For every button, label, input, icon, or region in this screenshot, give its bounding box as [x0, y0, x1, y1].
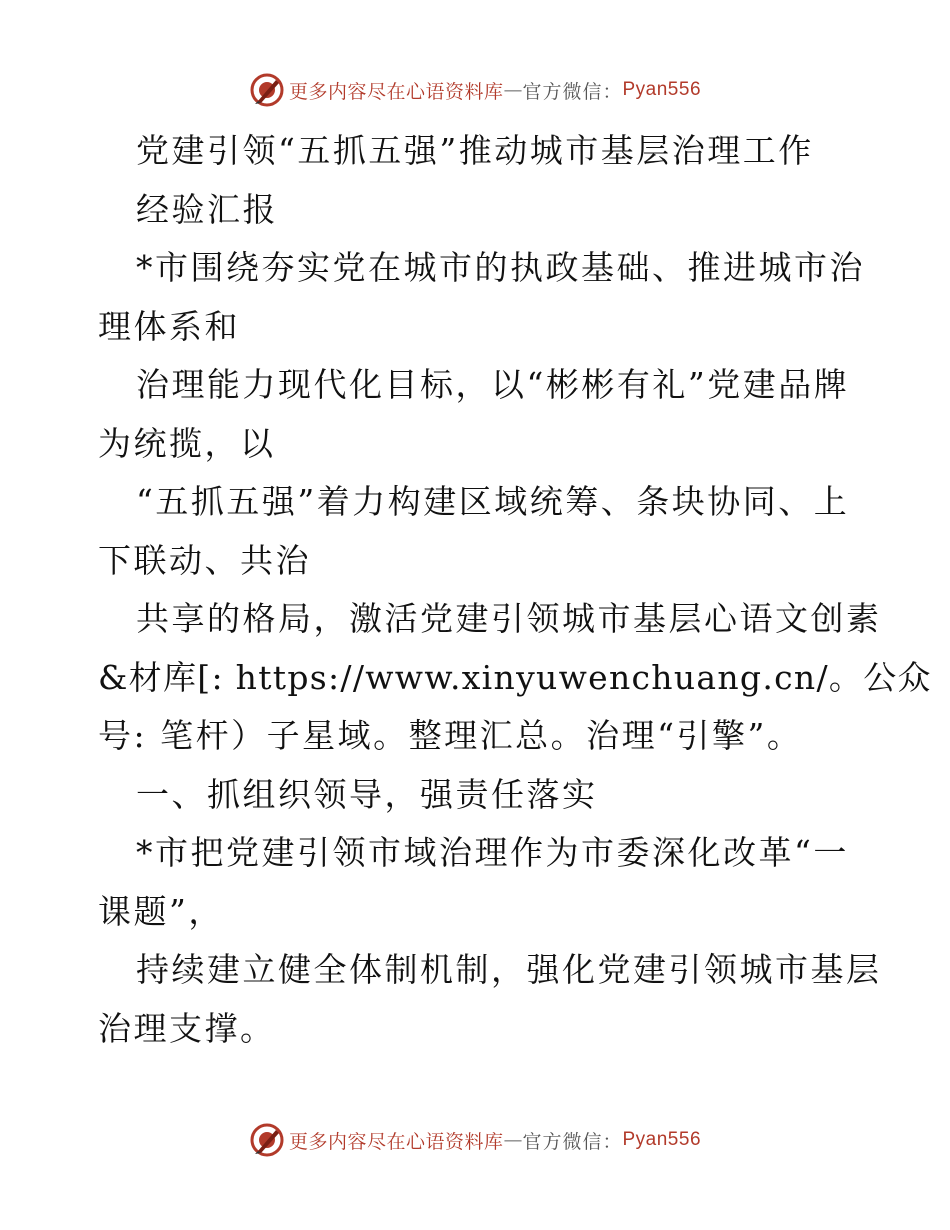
watermark-wechat-id: Pyan556: [622, 1129, 702, 1150]
paragraph-line: 理体系和: [98, 306, 240, 346]
watermark-wechat-id: Pyan556: [622, 79, 702, 100]
paragraph-line-url: &材库[: https://www.xinyuwenchuang.cn/。公众: [98, 657, 932, 697]
watermark-footer: [0, 1120, 950, 1160]
paragraph-line: “五抓五强”着力构建区域统筹、条块协同、上: [136, 482, 850, 521]
pen-circle-logo-icon: [249, 72, 285, 108]
watermark-promo-text: 更多内容尽在心语资料库: [288, 80, 504, 103]
watermark-promo-text: 更多内容尽在心语资料库: [288, 1130, 504, 1153]
watermark-dash: —: [503, 1129, 523, 1151]
watermark-dash: —: [503, 79, 523, 101]
document-title-line-1: 党建引领“五抓五强”推动城市基层治理工作: [136, 131, 814, 170]
pen-circle-logo-icon: [249, 1122, 285, 1158]
paragraph-line: 治理能力现代化目标，以“彬彬有礼”党建品牌: [136, 365, 850, 404]
paragraph-line: 共享的格局，激活党建引领城市基层心语文创素: [136, 599, 882, 638]
paragraph-line: 号: 笔杆）子星域。整理汇总。治理“引擎”。: [98, 716, 803, 755]
paragraph-line: 治理支撑。: [98, 1008, 276, 1048]
paragraph-line: *市围绕夯实党在城市的执政基础、推进城市治: [136, 248, 865, 287]
section-heading: 一、抓组织领导，强责任落实: [136, 774, 598, 814]
document-title-line-2: 经验汇报: [136, 189, 278, 229]
watermark-official-label: 官方微信：: [522, 1130, 623, 1153]
paragraph-line: 持续建立健全体制机制，强化党建引领城市基层: [136, 950, 882, 989]
watermark-official-label: 官方微信：: [522, 80, 623, 103]
paragraph-line: 下联动、共治: [98, 540, 311, 580]
document-body: [98, 122, 932, 1058]
paragraph-line: *市把党建引领市域治理作为市委深化改革“一: [136, 833, 849, 872]
watermark-header: [0, 70, 950, 110]
paragraph-line: 课题”，: [98, 891, 224, 931]
paragraph-line: 为统揽，以: [98, 423, 276, 463]
